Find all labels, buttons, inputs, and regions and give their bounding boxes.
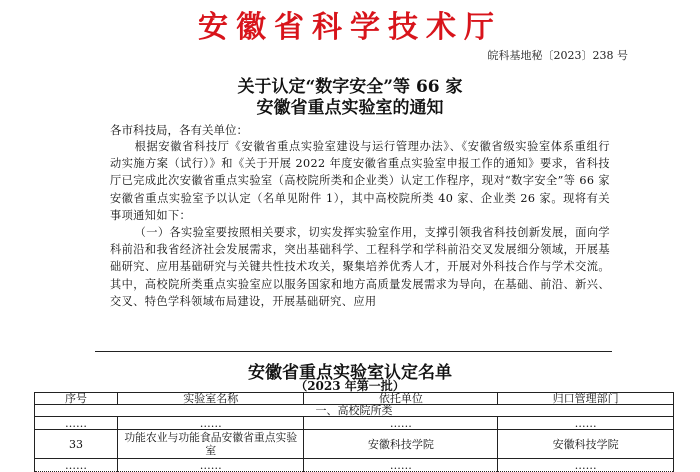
table-row-ellipsis <box>35 459 674 472</box>
notice-title-line-1: 关于认定“数字安全”等 66 家 <box>237 77 463 97</box>
ellipsis-cell: …… <box>118 459 304 472</box>
category-label: 一、高校院所类 <box>35 405 674 417</box>
salutation: 各市科技局，各有关单位： <box>110 123 248 137</box>
body-paragraph: 根据安徽省科技厅《安徽省重点实验室建设与运行管理办法》、《安徽省级实验室体系重组行动实施方案（试行）》和《关于开展 2022 年度安徽省重点实验室申报工作的通知》要求，省科技厅已完成此次安徽省重点实验室（高校院所类和企业类）认定工作程序，现对“数字安全”等 66 家安徽省重点实验室予以认定（名单见附件 1），其中高校院所类 40 家、企业类 26 家。现将有关事项通知如下： <box>110 140 610 222</box>
table-row-ellipsis <box>35 417 674 430</box>
body-paragraph: （一）各实验室要按照相关要求，切实发挥实验室作用，支撑引领我省科技创新发展，面向学科前沿和我省经济社会发展需求，突出基础科学、工程科学和学科前沿交叉发展细分领域，开展基础研究、应用基础研究与关键共性技术攻关，聚集培养优秀人才，开展对外科技合作与学术交流。其中，高校院所类重点实验室应以服务国家和地方高质量发展需求为导向，在基础、前沿、新兴、交叉、特色学科领域布局建设，开展基础研究、应用 <box>110 226 610 308</box>
table-header-row <box>35 393 674 405</box>
ellipsis-cell: …… <box>35 417 118 430</box>
ellipsis-cell: …… <box>304 459 498 472</box>
list-title: 安徽省重点实验室认定名单 <box>248 363 452 383</box>
ellipsis-cell: …… <box>118 417 304 430</box>
ellipsis-cell: …… <box>498 417 674 430</box>
notice-title-line-2: 安徽省重点实验室的通知 <box>256 98 444 118</box>
header-lab-name: 实验室名称 <box>118 393 304 405</box>
ellipsis-cell: …… <box>35 459 118 472</box>
header-serial-no: 序号 <box>35 393 118 405</box>
header-host-unit: 依托单位 <box>304 393 498 405</box>
serial-no-cell: 33 <box>35 430 118 459</box>
laboratory-list-table <box>34 392 674 472</box>
host-unit-cell: 安徽科技学院 <box>304 430 498 459</box>
category-row <box>35 405 674 417</box>
page-divider <box>95 351 612 352</box>
letterhead: 安徽省科学技术厅 <box>198 10 502 45</box>
lab-name-cell: 功能农业与功能食品安徽省重点实验室 <box>118 430 304 459</box>
ellipsis-cell: …… <box>304 417 498 430</box>
header-management-dept: 归口管理部门 <box>498 393 674 405</box>
management-dept-cell: 安徽科技学院 <box>498 430 674 459</box>
list-subtitle: （2023 年第一批） <box>295 379 405 393</box>
notice-body <box>110 138 610 310</box>
table-row <box>35 430 674 459</box>
document-number: 皖科基地秘〔2023〕238 号 <box>487 49 628 62</box>
ellipsis-cell: …… <box>498 459 674 472</box>
